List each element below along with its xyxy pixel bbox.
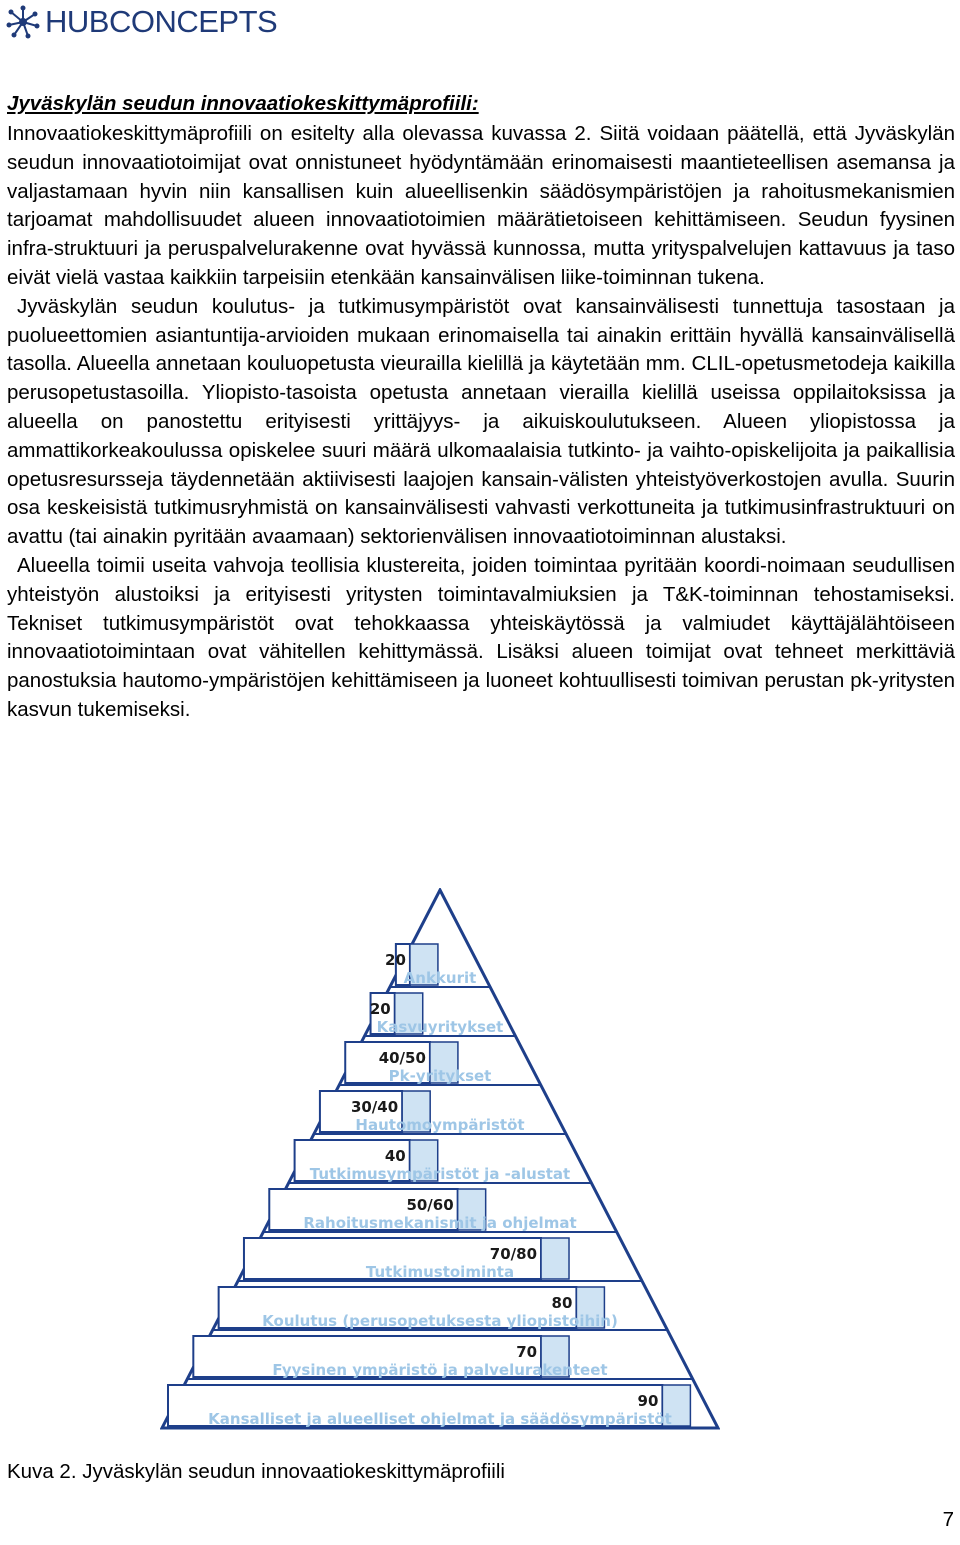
logo-text: HUBCONCEPTS	[45, 4, 278, 39]
pyramid-level-score: 50/60	[406, 1195, 454, 1214]
section-heading: Jyväskylän seudun innovaatiokeskittymäprofiili:	[7, 92, 479, 115]
pyramid-range-box	[541, 1238, 569, 1279]
pyramid-level-score: 40	[384, 1146, 406, 1165]
paragraph-2: Jyväskylän seudun koulutus- ja tutkimusympäristöt ovat kansainvälisesti tunnettuja tasostaan ja puolueettomien asiantuntija-arvioiden mukaan erinomaisella tai ainakin erittäin hyvällä kansainvälisellä tasolla. Alueella annetaan kouluopetusta vieurailla kielillä ja käytetään mm. CLIL-opetusmetodeja kaikilla perusopetustasoilla. Yliopisto-tasoista opetusta annetaan vierailla kielillä useissa oppilaitoksissa ja alueella on panostettu erityisesti yrittäjyys- ja aikuiskoulutukseen. Alueen yliopistossa ja ammattikorkeakoulussa opiskelee suuri määrä ulkomaalaisia tutkinto- ja vaihto-opiskelijoita ja paikallisia opetusresursseja täydennetään aktiivisesti laajojen kansain-välisten yhteistyöverkostojen avulla. Suurin osa keskeisistä tutkimusryhmistä on kansainvälisesti vahvasti verkottuneita ja tutkimusinfrastruktuuri on avattu (tai ainakin pyritään avaamaan) sektorienvälisen innovaatiotoiminnan alustaksi.	[7, 294, 955, 549]
figure-caption: Kuva 2. Jyväskylän seudun innovaatiokeskittymäprofiili	[7, 1460, 505, 1483]
paragraph-1: Innovaatiokeskittymäprofiili on esitelty alla olevassa kuvassa 2. Siitä voidaan päätellä, että Jyväskylän seudun innovaatiotoimijat ovat onnistuneet hyödyntämään erinomaisesti maantieteellisen asemansa ja valjastamaan hyvin niin kansallisen kuin alueellisenkin säädösympäristöjen ja rahoitusmekanismien tarjoamat mahdollisuudet alueen innovaatiotoimien määrätietoiseen kehittämiseen. Seudun fyysinen infra-struktuuri ja peruspalvelurakenne ovat hyvässä kunnossa, mutta yrityspalvelujen kattavuus ja taso eivät vielä vastaa kaikkiin tarpeisiin etenkään kansainvälisen liike-toiminnan tukena.	[7, 122, 955, 289]
pyramid-level-label: Rahoitusmekanismit ja ohjelmat	[303, 1214, 577, 1232]
pyramid-level-score: 40/50	[378, 1048, 426, 1067]
pyramid-level-label: Tutkimusympäristöt ja -alustat	[309, 1165, 571, 1183]
pyramid-level-label: Kansalliset ja alueelliset ohjelmat ja säädösympäristöt	[208, 1410, 672, 1428]
hubconcepts-logo	[4, 2, 277, 42]
pyramid-level	[213, 1287, 668, 1330]
network-node-icon	[4, 4, 42, 40]
pyramid-level-label: Pk-yritykset	[388, 1067, 492, 1085]
pyramid-level-label: Kasvuyritykset	[376, 1018, 504, 1036]
page-number: 7	[942, 1508, 954, 1531]
pyramid-level-label: Koulutus (perusopetuksesta yliopistoihin)	[262, 1312, 618, 1330]
pyramid-level-score: 20	[385, 950, 406, 969]
pyramid-level-label: Fyysinen ympäristö ja palvelurakenteet	[272, 1361, 608, 1379]
pyramid-level-label: Hautomoympäristöt	[355, 1116, 525, 1134]
pyramid-level-score: 90	[637, 1391, 659, 1410]
pyramid-level	[162, 1385, 718, 1428]
pyramid-level-score: 70/80	[489, 1244, 538, 1263]
pyramid-level-label: Tutkimustoiminta	[365, 1263, 515, 1281]
pyramid-level-label: Ankkurit	[403, 969, 477, 987]
pyramid-level-score: 70	[516, 1342, 538, 1361]
innovation-profile-pyramid	[160, 888, 720, 1433]
pyramid-level-score: 30/40	[350, 1097, 399, 1116]
pyramid-level-score: 20	[369, 999, 391, 1018]
paragraph-3: Alueella toimii useita vahvoja teollisia klustereita, joiden toimintaa pyritään koordi-noimaan seudullisen yhteistyön alustoiksi ja erityisesti yritysten toimintavalmiuksien ja T&K-toiminnan tehostamiseksi. Tekniset tutkimusympäristöt ovat tehokkaassa yhteiskäytössä ja valmiudet käyttäjälähtöiseen innovaatiotoimintaan ovat vähitellen kehittymässä. Lisäksi alueen toimijat ovat tehneet merkittäviä panostuksia hautomo-ympäristöjen kehittämiseen ja luoneet kohtuullisesti toimivan perustan pk-yritysten kasvun tukemiseksi.	[7, 553, 955, 721]
body-text	[7, 120, 955, 725]
pyramid-level-score: 80	[551, 1293, 573, 1312]
